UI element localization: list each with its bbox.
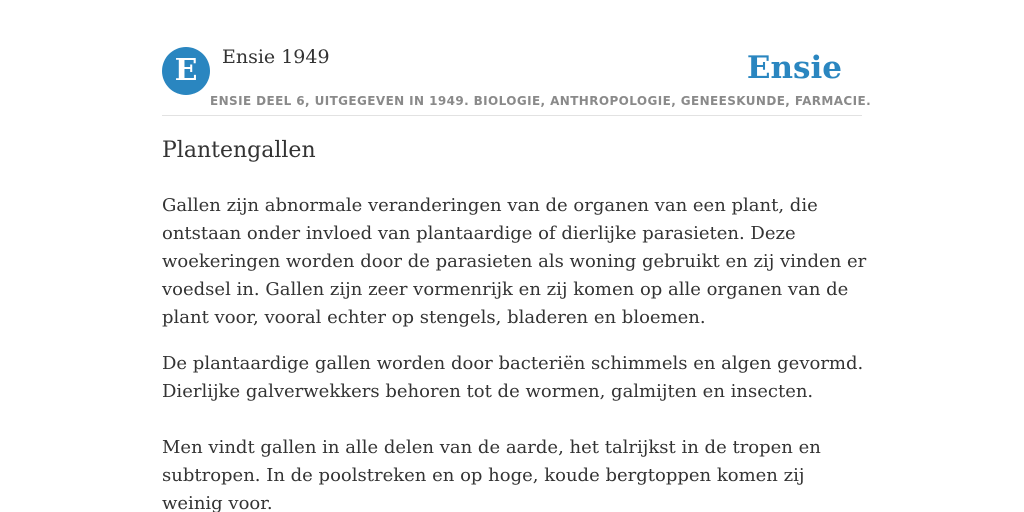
brand-link[interactable]: Ensie [746, 50, 842, 86]
source-title[interactable]: Ensie 1949 [222, 46, 330, 68]
paragraph: De plantaardige gallen worden door bacteriën schimmels en algen gevormd. Dierlijke galverwekkers behoren tot de wormen, galmijten en insecten. [162, 353, 864, 402]
source-subtitle: ENSIE DEEL 6, UITGEGEVEN IN 1949. BIOLOGIE, ANTHROPOLOGIE, GENEESKUNDE, FARMACIE. [210, 94, 872, 108]
paragraph: Gallen zijn abnormale veranderingen van de organen van een plant, die ontstaan onder invloed van plantaardige of dierlijke parasieten. Deze woekeringen worden door de parasieten als woning gebruikt en zij vinden er voedsel in. Gallen zijn zeer vormenrijk en zij komen op alle organen van de plant voor, vooral echter op stengels, bladeren en bloemen. [162, 195, 867, 328]
page-title: Plantengallen [162, 138, 316, 163]
ensie-logo-icon[interactable]: E [162, 47, 210, 95]
article-body [162, 192, 867, 512]
header [162, 40, 872, 116]
paragraph: Men vindt gallen in alle delen van de aarde, het talrijkst in de tropen en subtropen. In de poolstreken en op hoge, koude bergtoppen komen zij weinig voor. [162, 437, 821, 512]
